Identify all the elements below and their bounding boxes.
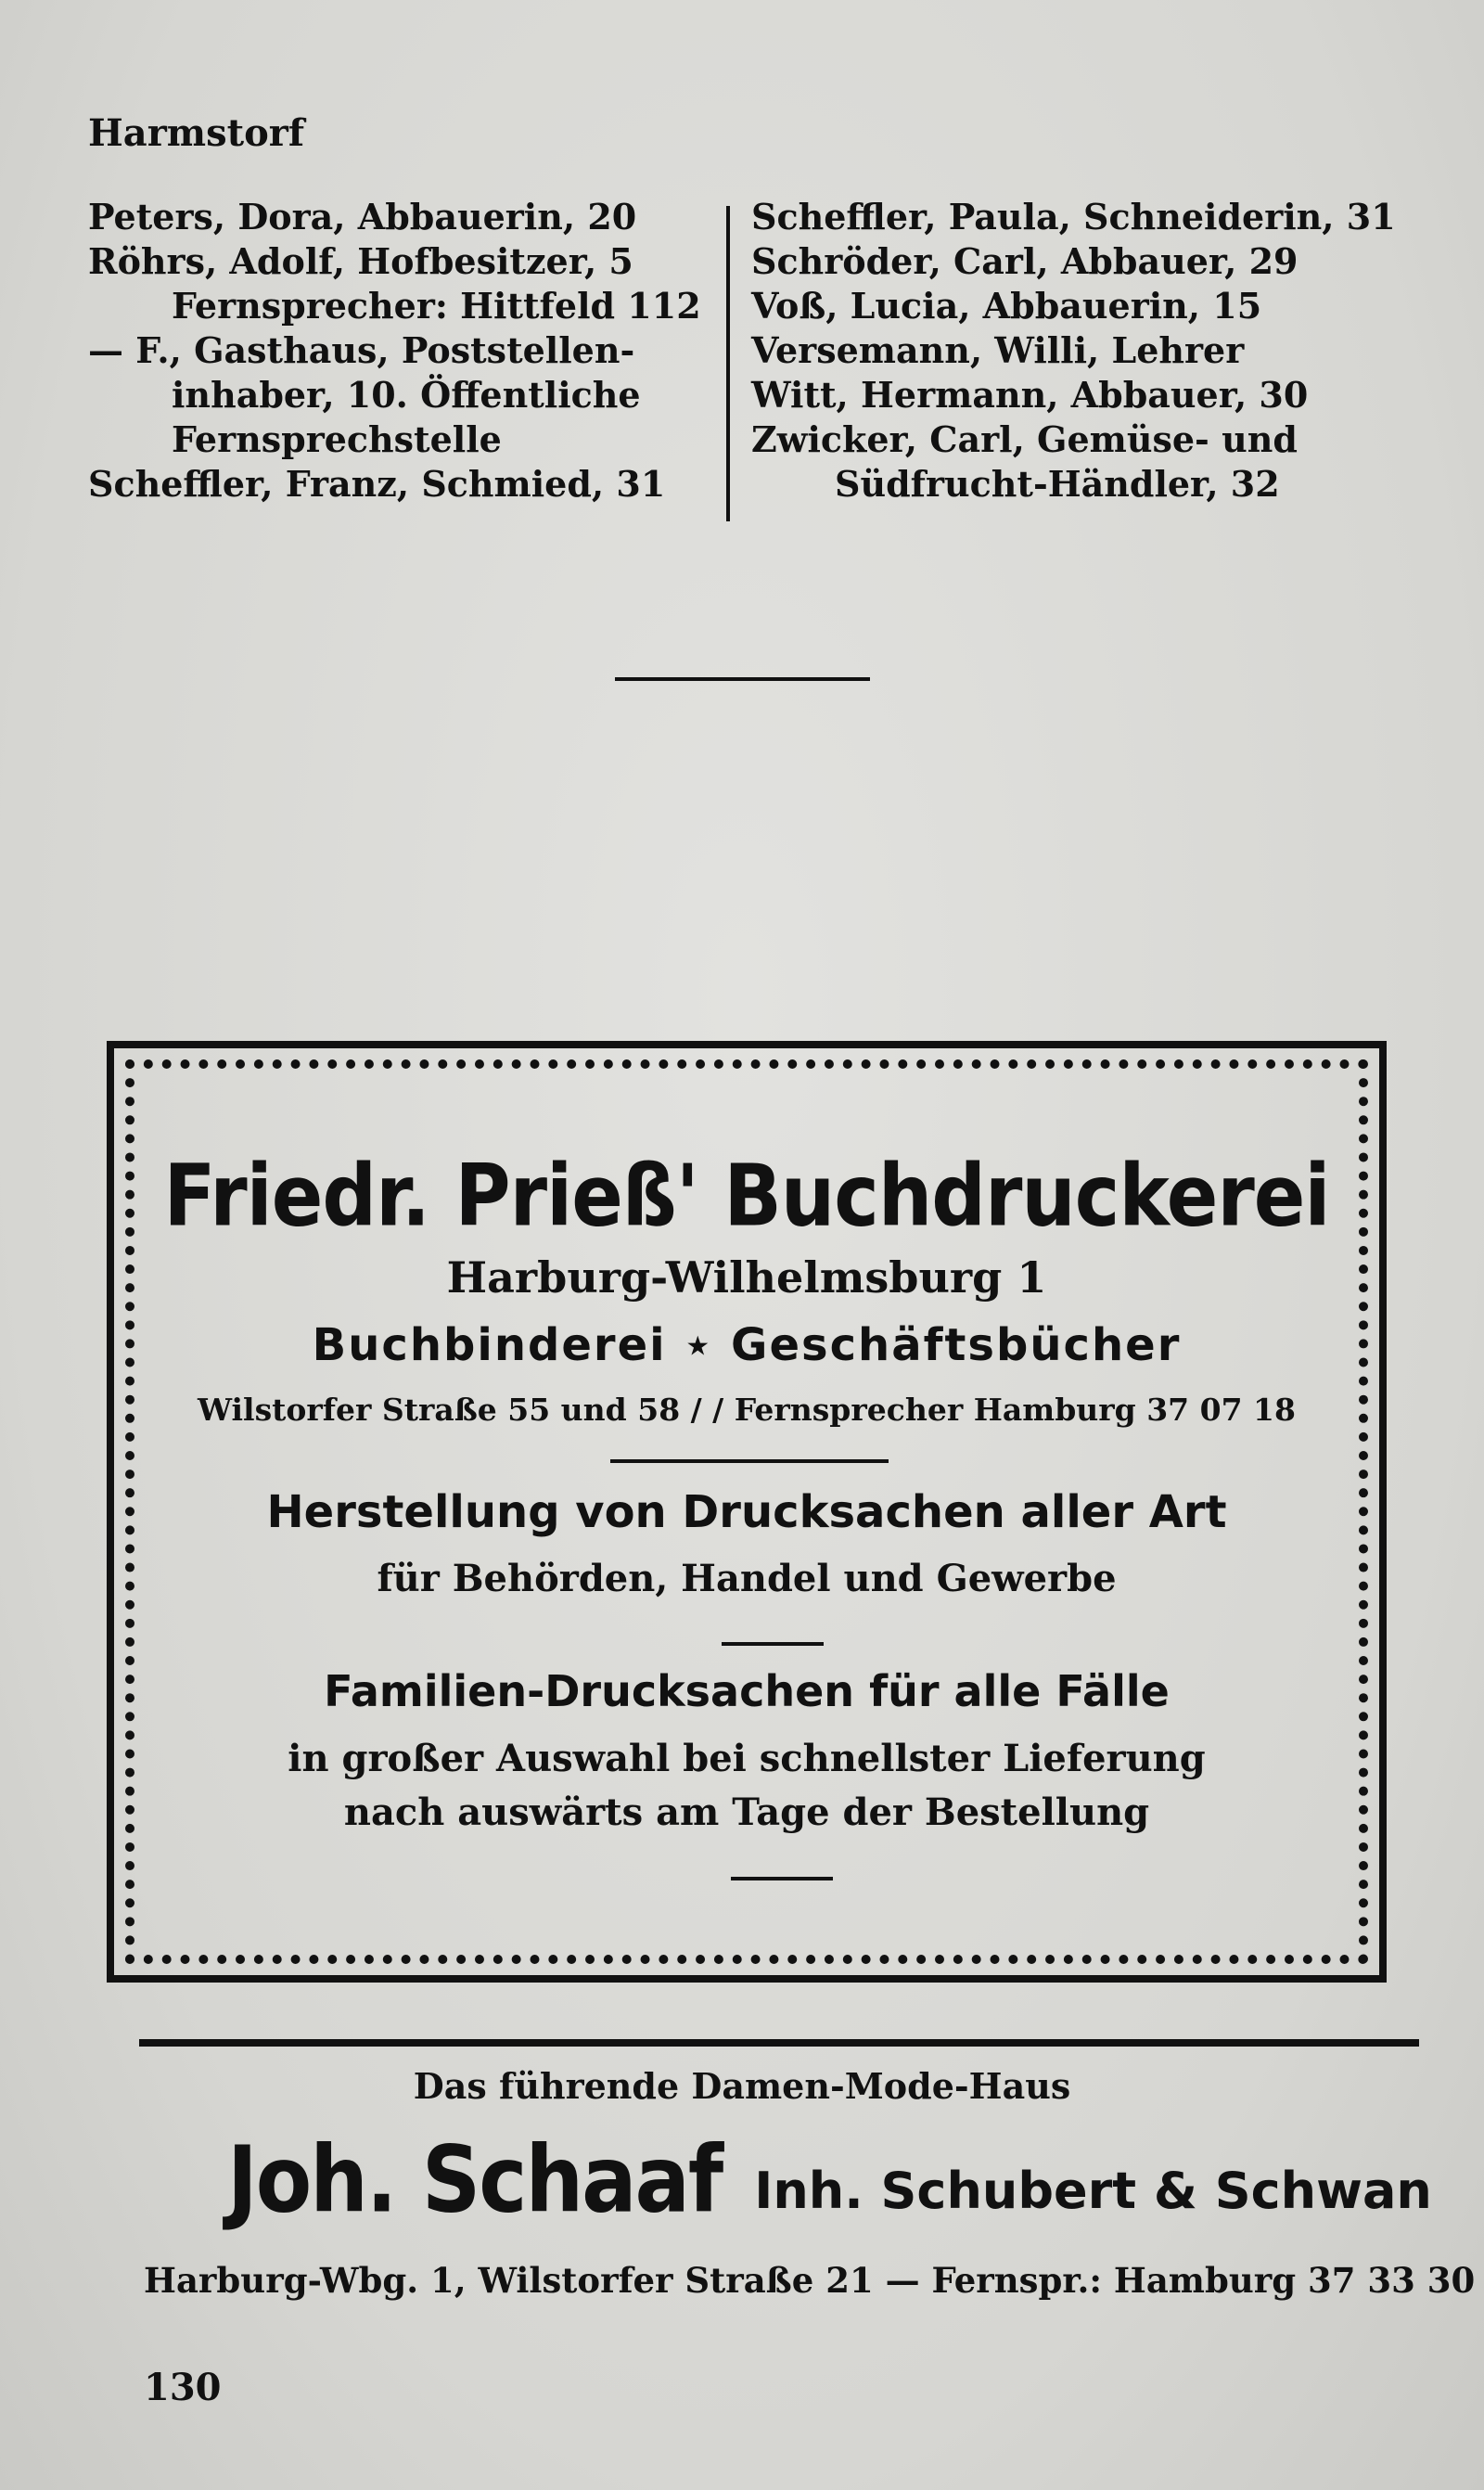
directory-entry: Röhrs, Adolf, Hofbesitzer, 5 xyxy=(88,240,633,282)
print-shop-advert xyxy=(107,1041,1387,1983)
directory-entry: inhaber, 10. Öffentliche xyxy=(172,374,641,416)
advert-address: Wilstorfer Straße 55 und 58 / / Fernsprecher Hamburg 37 07 18 xyxy=(198,1392,1296,1428)
advert-divider xyxy=(722,1642,824,1646)
directory-entry: Peters, Dora, Abbauerin, 20 xyxy=(88,196,637,237)
section-divider xyxy=(615,677,870,681)
advert-production: Herstellung von Drucksachen aller Art xyxy=(266,1486,1227,1538)
directory-entry: Versemann, Willi, Lehrer xyxy=(751,329,1245,371)
fashion-store-heading xyxy=(227,2125,1432,2234)
directory-column-right xyxy=(751,195,1419,507)
advert-city: Harburg-Wilhelmsburg 1 xyxy=(446,1252,1047,1303)
store-address: Harburg-Wbg. 1, Wilstorfer Straße 21 — Fernspr.: Hamburg 37 33 30 xyxy=(144,2260,1476,2301)
advert-delivery: nach auswärts am Tage der Bestellung xyxy=(343,1790,1150,1834)
directory-entry: Fernsprecher: Hittfeld 112 xyxy=(172,285,701,327)
directory-entry: Schröder, Carl, Abbauer, 29 xyxy=(751,240,1298,282)
advert-title: Friedr. Prieß' Buchdruckerei xyxy=(163,1147,1330,1246)
advert-family: Familien-Drucksachen für alle Fälle xyxy=(324,1666,1170,1716)
directory-entry: Witt, Hermann, Abbauer, 30 xyxy=(751,374,1309,416)
page-number: 130 xyxy=(144,2366,222,2409)
advert-services: Buchbinderei ⋆ Geschäftsbücher xyxy=(312,1319,1182,1371)
column-divider xyxy=(726,206,730,521)
advert-clients: für Behörden, Handel und Gewerbe xyxy=(377,1557,1117,1600)
store-owner: Inh. Schubert & Schwan xyxy=(754,2162,1432,2220)
directory-entry: Scheffler, Paula, Schneiderin, 31 xyxy=(751,196,1396,237)
store-name: Joh. Schaaf xyxy=(227,2125,723,2234)
directory-entry: Fernsprechstelle xyxy=(172,418,502,460)
advert-divider xyxy=(610,1459,889,1463)
directory-column-left xyxy=(88,195,710,507)
directory-entry: — F., Gasthaus, Poststellen- xyxy=(88,329,635,371)
directory-entry: Scheffler, Franz, Schmied, 31 xyxy=(88,463,666,505)
directory-entry: Voß, Lucia, Abbauerin, 15 xyxy=(751,285,1262,327)
advert-selection: in großer Auswahl bei schnellster Lieferung xyxy=(288,1737,1206,1780)
section-divider xyxy=(139,2039,1419,2047)
place-heading: Harmstorf xyxy=(88,111,305,155)
advert-divider xyxy=(731,1877,833,1880)
directory-entry: Südfrucht-Händler, 32 xyxy=(835,463,1280,505)
directory-entry: Zwicker, Carl, Gemüse- und xyxy=(751,418,1298,460)
fashion-tagline: Das führende Damen-Mode-Haus xyxy=(413,2065,1071,2107)
